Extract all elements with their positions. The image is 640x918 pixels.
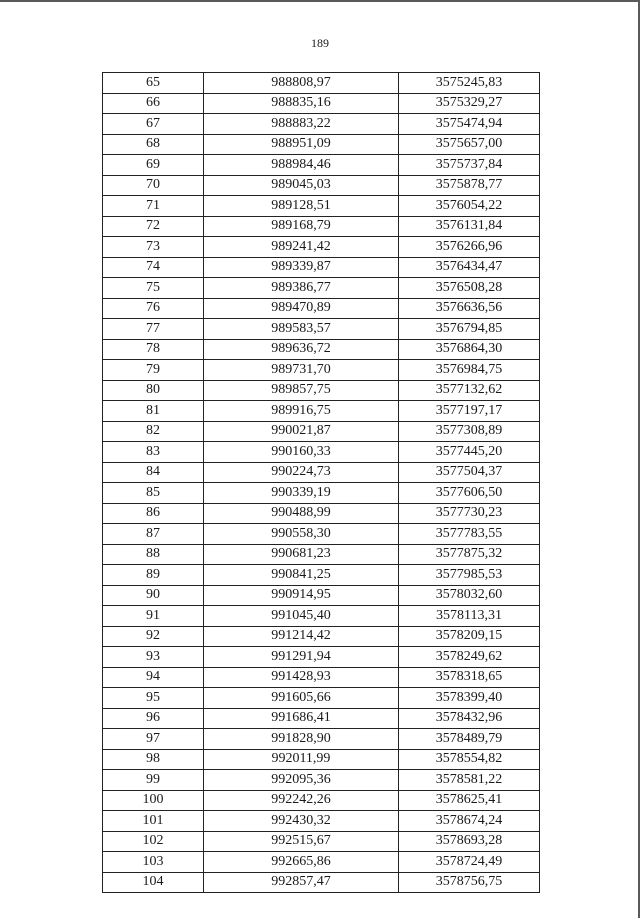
point-number-cell: 67 xyxy=(103,114,204,135)
x-coordinate-cell: 992665,86 xyxy=(203,852,398,873)
x-coordinate-cell: 989241,42 xyxy=(203,237,398,258)
point-number-cell: 99 xyxy=(103,770,204,791)
y-coordinate-cell: 3576984,75 xyxy=(399,360,540,381)
y-coordinate-cell: 3575737,84 xyxy=(399,155,540,176)
table-row xyxy=(103,667,540,688)
table-row xyxy=(103,565,540,586)
point-number-cell: 73 xyxy=(103,237,204,258)
x-coordinate-cell: 990681,23 xyxy=(203,544,398,565)
table-row xyxy=(103,319,540,340)
point-number-cell: 66 xyxy=(103,93,204,114)
table-row xyxy=(103,257,540,278)
table-row xyxy=(103,606,540,627)
x-coordinate-cell: 991291,94 xyxy=(203,647,398,668)
y-coordinate-cell: 3577132,62 xyxy=(399,380,540,401)
table-row xyxy=(103,339,540,360)
y-coordinate-cell: 3577783,55 xyxy=(399,524,540,545)
point-number-cell: 91 xyxy=(103,606,204,627)
y-coordinate-cell: 3577606,50 xyxy=(399,483,540,504)
y-coordinate-cell: 3578625,41 xyxy=(399,790,540,811)
point-number-cell: 85 xyxy=(103,483,204,504)
table-row xyxy=(103,93,540,114)
table-row xyxy=(103,401,540,422)
x-coordinate-cell: 992430,32 xyxy=(203,811,398,832)
coordinates-table-body xyxy=(103,73,540,893)
point-number-cell: 75 xyxy=(103,278,204,299)
x-coordinate-cell: 989636,72 xyxy=(203,339,398,360)
table-row xyxy=(103,831,540,852)
table-row xyxy=(103,626,540,647)
table-row xyxy=(103,688,540,709)
table-row xyxy=(103,585,540,606)
x-coordinate-cell: 991214,42 xyxy=(203,626,398,647)
table-row xyxy=(103,216,540,237)
x-coordinate-cell: 989731,70 xyxy=(203,360,398,381)
coordinates-table xyxy=(102,72,540,893)
y-coordinate-cell: 3578113,31 xyxy=(399,606,540,627)
x-coordinate-cell: 989916,75 xyxy=(203,401,398,422)
table-row xyxy=(103,462,540,483)
table-row xyxy=(103,503,540,524)
y-coordinate-cell: 3576508,28 xyxy=(399,278,540,299)
point-number-cell: 93 xyxy=(103,647,204,668)
x-coordinate-cell: 992011,99 xyxy=(203,749,398,770)
y-coordinate-cell: 3578756,75 xyxy=(399,872,540,893)
x-coordinate-cell: 992515,67 xyxy=(203,831,398,852)
y-coordinate-cell: 3576054,22 xyxy=(399,196,540,217)
point-number-cell: 98 xyxy=(103,749,204,770)
x-coordinate-cell: 989470,89 xyxy=(203,298,398,319)
point-number-cell: 70 xyxy=(103,175,204,196)
point-number-cell: 78 xyxy=(103,339,204,360)
x-coordinate-cell: 992095,36 xyxy=(203,770,398,791)
table-row xyxy=(103,729,540,750)
table-row xyxy=(103,790,540,811)
y-coordinate-cell: 3578399,40 xyxy=(399,688,540,709)
x-coordinate-cell: 991045,40 xyxy=(203,606,398,627)
table-row xyxy=(103,155,540,176)
point-number-cell: 69 xyxy=(103,155,204,176)
point-number-cell: 71 xyxy=(103,196,204,217)
point-number-cell: 104 xyxy=(103,872,204,893)
y-coordinate-cell: 3577308,89 xyxy=(399,421,540,442)
table-row xyxy=(103,647,540,668)
point-number-cell: 76 xyxy=(103,298,204,319)
point-number-cell: 90 xyxy=(103,585,204,606)
table-row xyxy=(103,278,540,299)
x-coordinate-cell: 992857,47 xyxy=(203,872,398,893)
point-number-cell: 92 xyxy=(103,626,204,647)
point-number-cell: 101 xyxy=(103,811,204,832)
table-row xyxy=(103,811,540,832)
scan-edge-top xyxy=(0,0,640,2)
point-number-cell: 68 xyxy=(103,134,204,155)
y-coordinate-cell: 3578489,79 xyxy=(399,729,540,750)
table-row xyxy=(103,442,540,463)
x-coordinate-cell: 988808,97 xyxy=(203,73,398,94)
x-coordinate-cell: 989386,77 xyxy=(203,278,398,299)
y-coordinate-cell: 3575878,77 xyxy=(399,175,540,196)
x-coordinate-cell: 989128,51 xyxy=(203,196,398,217)
point-number-cell: 94 xyxy=(103,667,204,688)
point-number-cell: 77 xyxy=(103,319,204,340)
point-number-cell: 83 xyxy=(103,442,204,463)
y-coordinate-cell: 3578432,96 xyxy=(399,708,540,729)
table-row xyxy=(103,708,540,729)
y-coordinate-cell: 3575245,83 xyxy=(399,73,540,94)
y-coordinate-cell: 3576434,47 xyxy=(399,257,540,278)
y-coordinate-cell: 3577985,53 xyxy=(399,565,540,586)
y-coordinate-cell: 3576266,96 xyxy=(399,237,540,258)
y-coordinate-cell: 3575329,27 xyxy=(399,93,540,114)
table-row xyxy=(103,770,540,791)
table-row xyxy=(103,360,540,381)
point-number-cell: 102 xyxy=(103,831,204,852)
x-coordinate-cell: 988883,22 xyxy=(203,114,398,135)
y-coordinate-cell: 3578674,24 xyxy=(399,811,540,832)
y-coordinate-cell: 3575657,00 xyxy=(399,134,540,155)
x-coordinate-cell: 990914,95 xyxy=(203,585,398,606)
point-number-cell: 96 xyxy=(103,708,204,729)
x-coordinate-cell: 991686,41 xyxy=(203,708,398,729)
x-coordinate-cell: 988835,16 xyxy=(203,93,398,114)
x-coordinate-cell: 992242,26 xyxy=(203,790,398,811)
y-coordinate-cell: 3576131,84 xyxy=(399,216,540,237)
x-coordinate-cell: 989339,87 xyxy=(203,257,398,278)
x-coordinate-cell: 989045,03 xyxy=(203,175,398,196)
x-coordinate-cell: 989168,79 xyxy=(203,216,398,237)
point-number-cell: 84 xyxy=(103,462,204,483)
point-number-cell: 89 xyxy=(103,565,204,586)
x-coordinate-cell: 988984,46 xyxy=(203,155,398,176)
x-coordinate-cell: 990160,33 xyxy=(203,442,398,463)
y-coordinate-cell: 3578318,65 xyxy=(399,667,540,688)
table-row xyxy=(103,73,540,94)
y-coordinate-cell: 3577730,23 xyxy=(399,503,540,524)
point-number-cell: 72 xyxy=(103,216,204,237)
table-row xyxy=(103,237,540,258)
y-coordinate-cell: 3577504,37 xyxy=(399,462,540,483)
point-number-cell: 79 xyxy=(103,360,204,381)
table-row xyxy=(103,872,540,893)
point-number-cell: 82 xyxy=(103,421,204,442)
table-row xyxy=(103,298,540,319)
point-number-cell: 81 xyxy=(103,401,204,422)
point-number-cell: 88 xyxy=(103,544,204,565)
table-row xyxy=(103,852,540,873)
y-coordinate-cell: 3578249,62 xyxy=(399,647,540,668)
y-coordinate-cell: 3578554,82 xyxy=(399,749,540,770)
point-number-cell: 97 xyxy=(103,729,204,750)
page-number: 189 xyxy=(311,36,329,50)
x-coordinate-cell: 991428,93 xyxy=(203,667,398,688)
y-coordinate-cell: 3578209,15 xyxy=(399,626,540,647)
point-number-cell: 87 xyxy=(103,524,204,545)
y-coordinate-cell: 3577197,17 xyxy=(399,401,540,422)
point-number-cell: 95 xyxy=(103,688,204,709)
x-coordinate-cell: 991605,66 xyxy=(203,688,398,709)
y-coordinate-cell: 3578581,22 xyxy=(399,770,540,791)
y-coordinate-cell: 3577875,32 xyxy=(399,544,540,565)
table-row xyxy=(103,114,540,135)
x-coordinate-cell: 990224,73 xyxy=(203,462,398,483)
x-coordinate-cell: 989857,75 xyxy=(203,380,398,401)
table-row xyxy=(103,524,540,545)
table-row xyxy=(103,544,540,565)
point-number-cell: 74 xyxy=(103,257,204,278)
x-coordinate-cell: 991828,90 xyxy=(203,729,398,750)
point-number-cell: 80 xyxy=(103,380,204,401)
x-coordinate-cell: 990841,25 xyxy=(203,565,398,586)
table-row xyxy=(103,483,540,504)
x-coordinate-cell: 988951,09 xyxy=(203,134,398,155)
point-number-cell: 100 xyxy=(103,790,204,811)
y-coordinate-cell: 3576864,30 xyxy=(399,339,540,360)
x-coordinate-cell: 990339,19 xyxy=(203,483,398,504)
table-row xyxy=(103,380,540,401)
point-number-cell: 65 xyxy=(103,73,204,94)
y-coordinate-cell: 3578032,60 xyxy=(399,585,540,606)
y-coordinate-cell: 3576794,85 xyxy=(399,319,540,340)
point-number-cell: 86 xyxy=(103,503,204,524)
y-coordinate-cell: 3578693,28 xyxy=(399,831,540,852)
table-row xyxy=(103,175,540,196)
x-coordinate-cell: 990558,30 xyxy=(203,524,398,545)
x-coordinate-cell: 989583,57 xyxy=(203,319,398,340)
table-row xyxy=(103,196,540,217)
y-coordinate-cell: 3578724,49 xyxy=(399,852,540,873)
x-coordinate-cell: 990488,99 xyxy=(203,503,398,524)
table-row xyxy=(103,134,540,155)
point-number-cell: 103 xyxy=(103,852,204,873)
x-coordinate-cell: 990021,87 xyxy=(203,421,398,442)
y-coordinate-cell: 3576636,56 xyxy=(399,298,540,319)
table-row xyxy=(103,749,540,770)
table-row xyxy=(103,421,540,442)
y-coordinate-cell: 3575474,94 xyxy=(399,114,540,135)
y-coordinate-cell: 3577445,20 xyxy=(399,442,540,463)
